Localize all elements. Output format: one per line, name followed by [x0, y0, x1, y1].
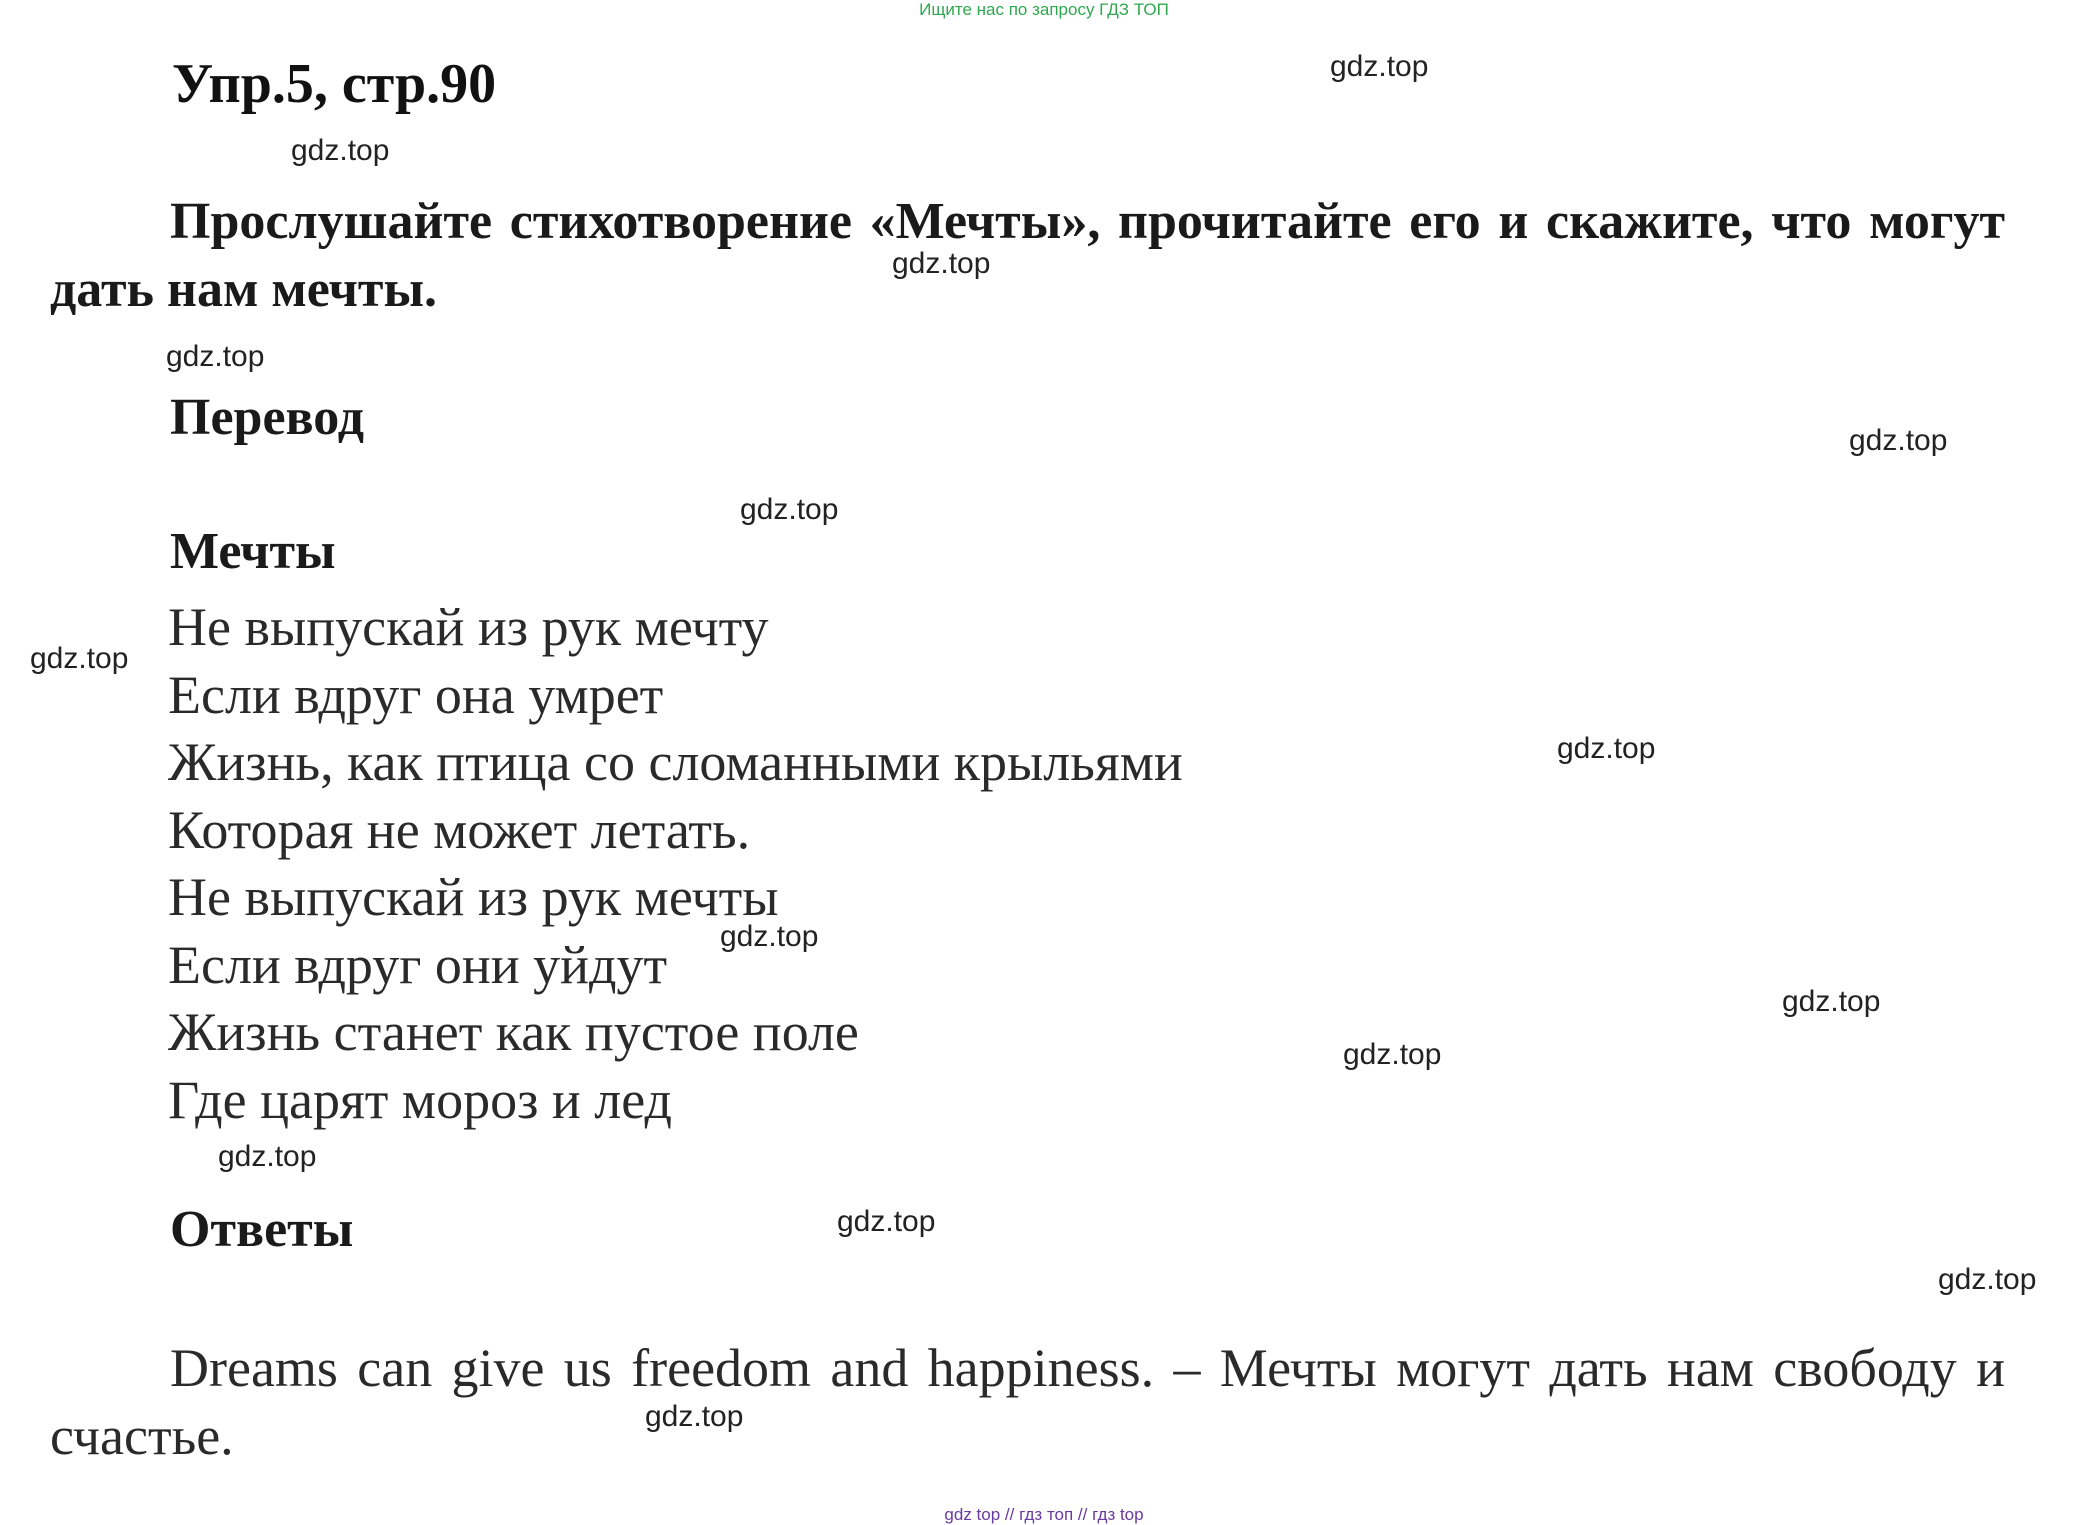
watermark: gdz.top [1343, 1038, 1442, 1071]
poem-title: Мечты [170, 523, 336, 580]
poem-body [168, 594, 1183, 1134]
poem-line: Где царят мороз и лед [168, 1069, 672, 1130]
poem-line: Которая не может летать. [168, 799, 751, 860]
task-instruction: Прослушайте стихотворение «Мечты», прочитайте его и скажите, что могут дать нам мечты. [50, 193, 2005, 318]
watermark: gdz.top [720, 920, 819, 953]
watermark: gdz.top [892, 247, 991, 280]
footer-watermark: gdz top // гдз топ // гдз top [944, 1505, 1144, 1524]
watermark: gdz.top [837, 1205, 936, 1238]
watermark: gdz.top [291, 134, 390, 167]
watermark: gdz.top [1557, 732, 1656, 765]
poem-line: Жизнь станет как пустое поле [168, 1002, 859, 1062]
watermark: gdz.top [218, 1140, 317, 1173]
poem-line: Не выпускай из рук мечту [168, 597, 769, 657]
top-banner: Ищите нас по запросу ГДЗ ТОП [919, 0, 1169, 19]
watermark: gdz.top [740, 493, 839, 526]
answers-heading: Ответы [170, 1201, 354, 1258]
answer-text: Dreams can give us freedom and happiness. – Мечты могут дать нам свободу и счастье. [50, 1338, 2005, 1466]
watermark: gdz.top [1330, 50, 1429, 83]
poem-line: Не выпускай из рук мечты [168, 867, 779, 927]
page-title: Упр.5, стр.90 [172, 53, 497, 115]
watermark: gdz.top [1938, 1263, 2037, 1296]
poem-line: Жизнь, как птица со сломанными крыльями [168, 732, 1183, 792]
watermark: gdz.top [30, 642, 129, 675]
translation-heading: Перевод [170, 389, 365, 446]
watermark: gdz.top [1849, 424, 1948, 457]
poem-line: Если вдруг они уйдут [168, 934, 668, 995]
watermark: gdz.top [166, 340, 265, 373]
poem-line: Если вдруг она умрет [168, 664, 664, 725]
watermark: gdz.top [1782, 985, 1881, 1018]
watermark: gdz.top [645, 1400, 744, 1433]
